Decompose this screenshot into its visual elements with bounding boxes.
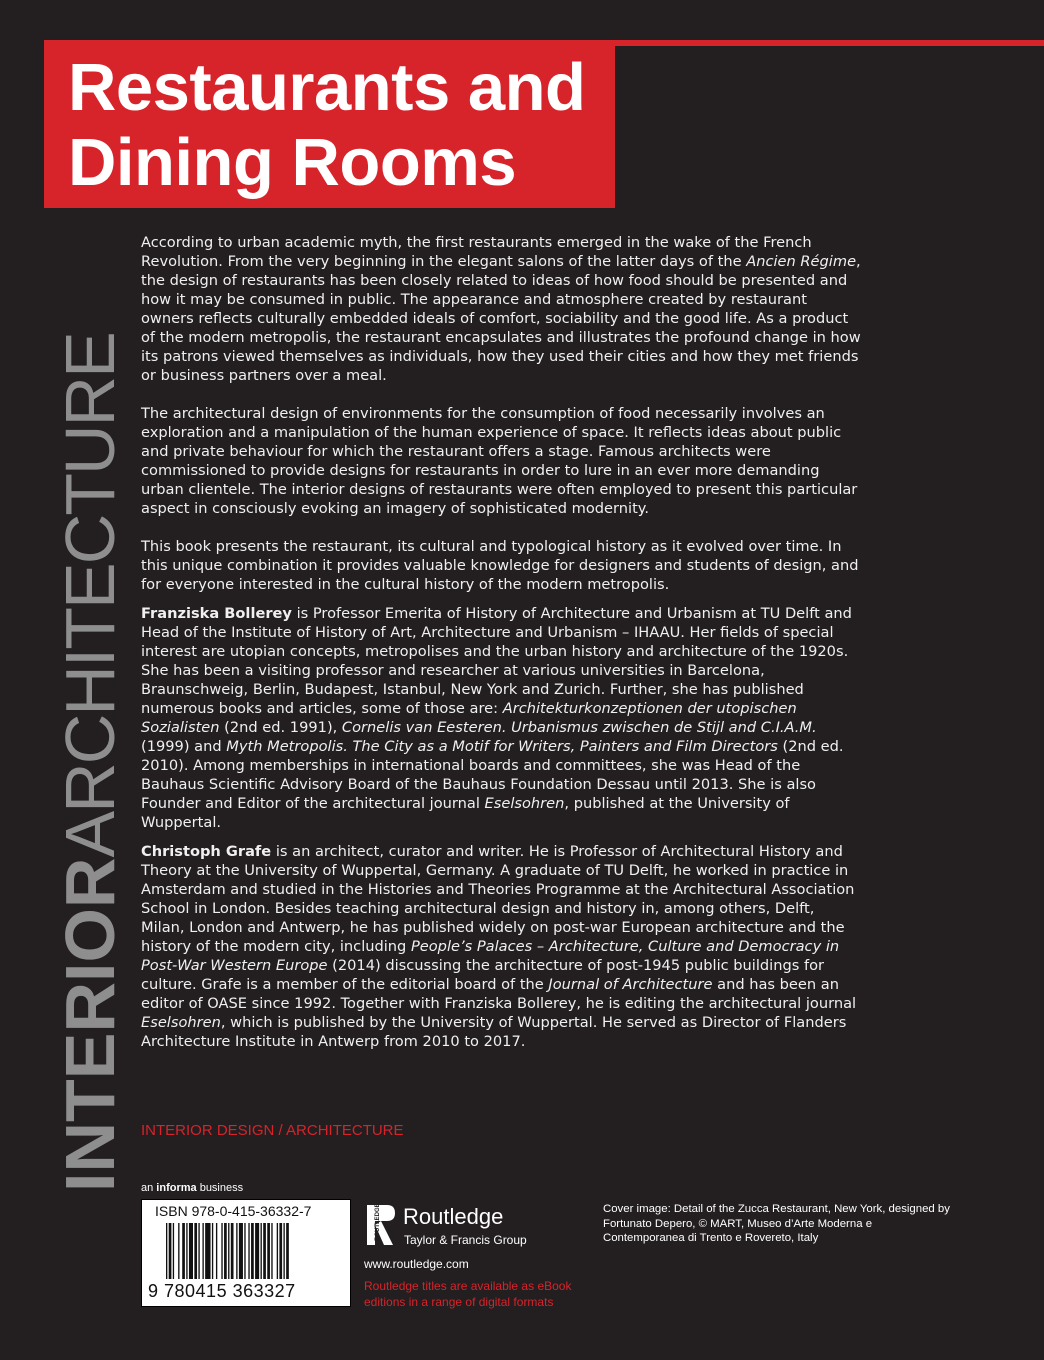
barcode-number: 9 780415 363327 [148,1281,296,1301]
text-run: (1999) and [141,738,227,755]
ebook-note: Routledge titles are available as eBook editions in a range of digital formats [364,1279,572,1309]
text-run: (2nd ed. 1991), [219,719,342,736]
publisher-url[interactable]: www.routledge.com [364,1257,469,1271]
italic-run: Myth Metropolis. The City as a Motif for Writers, Painters and Film Directors [226,738,778,755]
title-block [44,40,615,208]
italic-run: Architekturkonzeptionen der utopischen Sozialisten [141,700,797,736]
text-run: is an architect, curator and writer. He is Professor of Architectural History and Theory at the University of Wuppertal, Germany. A graduate of TU Delft, he worked in practice in Amsterdam and studied in the Histories and Theories Programme at the Architectural Association School in London. Besides teaching architectural design and history in, among others, Delft, Milan, London and Antwerp, he has published widely on post-war European architecture and the history of the modern city, including [141,843,855,955]
text-run: (2014) discussing the architecture of post-1945 public buildings for culture. Grafe is a member of the editorial board of the [141,957,825,993]
title-line-2: Dining Rooms [68,125,517,200]
informa-pre: an [141,1182,157,1194]
text-run: (2nd ed. 2010). Among memberships in international boards and committees, she was Head of the Bauhaus Scientific Advisory Board of the Bauhaus Foundation Dessau until 2013. She is also Founder and Editor of the architectural journal [141,738,844,812]
book-title [68,50,585,200]
publisher-group: Taylor & Francis Group [404,1233,527,1247]
text-run: is Professor Emerita of History of Architecture and Urbanism at TU Delft and Head of the Institute of History of Art, Architecture and Urbanism – IHAAU. Her fields of special interest are utopian concepts, metropolises and the urban history and architecture of the 1920s. She has been a visiting professor and researcher at various universities in Barcelona, Braunschweig, Berlin, Budapest, Istanbul, New York and Zurich. Further, she has published numerous books and articles, some of those are: [141,605,852,717]
informa-line [141,1182,243,1194]
text-run: According to urban academic myth, the first restaurants emerged in the wake of the French Revolution. From the very beginning in the elegant salons of the latter days of the [141,234,812,270]
italic-run: Journal of Architecture [548,976,713,993]
barcode-bars [166,1223,336,1279]
italic-run: Cornelis van Eesteren. Urbanismus zwischen de Stijl and C.I.A.M. [341,719,817,736]
series-light: ARCHITECTURE [51,333,129,858]
text-run: , which is published by the University of Wuppertal. He served as Director of Flanders Architecture Institute in Antwerp from 2010 to 2017. [141,1014,847,1050]
author-name: Christoph Grafe [141,843,272,860]
paragraph-bollerey-bio [141,604,861,832]
informa-brand: informa [156,1182,197,1194]
series-title [51,232,129,1192]
isbn-barcode [141,1199,351,1307]
title-line-1: Restaurants and [68,50,586,125]
italic-run: Ancien Régime [746,253,857,270]
paragraph-intro [141,233,861,385]
series-bold: INTERIOR [51,857,129,1192]
paragraph-grafe-bio [141,842,861,1051]
isbn-label: ISBN 978-0-415-36332-7 [155,1203,312,1219]
author-name: Franziska Bollerey [141,605,292,622]
text-run: , the design of restaurants has been closely related to ideas of how food should be presented and how it may be consumed in public. The appearance and atmosphere created by restaurant owners reflects culturally embedded ideals of comfort, sociability and the good life. As a product of the modern metropolis, the restaurant encapsulates and illustrates the profound change in how its patrons viewed themselves as individuals, how they used their cities and how they met friends or business partners over a meal. [141,253,861,384]
blurb [141,233,861,1070]
text-run: and has been an editor of OASE since 1992. Together with Franziska Bollerey, he is editing the architectural journal [141,976,857,1012]
logo-text: ROUTLEDGE [375,1203,381,1241]
cover-credit: Cover image: Detail of the Zucca Restaurant, New York, designed by Fortunato Depero, © MART, Museo d’Arte Moderna e Contemporanea di Trento e Rovereto, Italy [603,1203,950,1244]
italic-run: Eselsohren [484,795,565,812]
informa-post: business [196,1182,244,1194]
subject-category: INTERIOR DESIGN / ARCHITECTURE [141,1122,404,1139]
italic-run: People’s Palaces – Architecture, Culture and Democracy in Post-War Western Europe [141,938,840,974]
routledge-logo-icon [363,1201,397,1249]
paragraph-book: This book presents the restaurant, its cultural and typological history as it evolved over time. In this unique combination it provides valuable knowledge for designers and students of design, and for everyone interested in the cultural history of the modern metropolis. [141,538,859,593]
italic-run: Eselsohren [141,1014,221,1031]
text-run: , published at the University of Wuppertal. [141,795,790,831]
publisher-name: Routledge [403,1204,504,1229]
paragraph-design: The architectural design of environments for the consumption of food necessarily involves an exploration and a manipulation of the human experience of space. It reflects ideas about public and private behaviour for which the restaurant offers a stage. Famous architects were commissioned to provide designs for restaurants in order to lure in an ever more demanding urban clientele. The interior designs of restaurants were often employed to present this particular aspect in consciously evoking an imagery of sophisticated modernity. [141,405,858,517]
